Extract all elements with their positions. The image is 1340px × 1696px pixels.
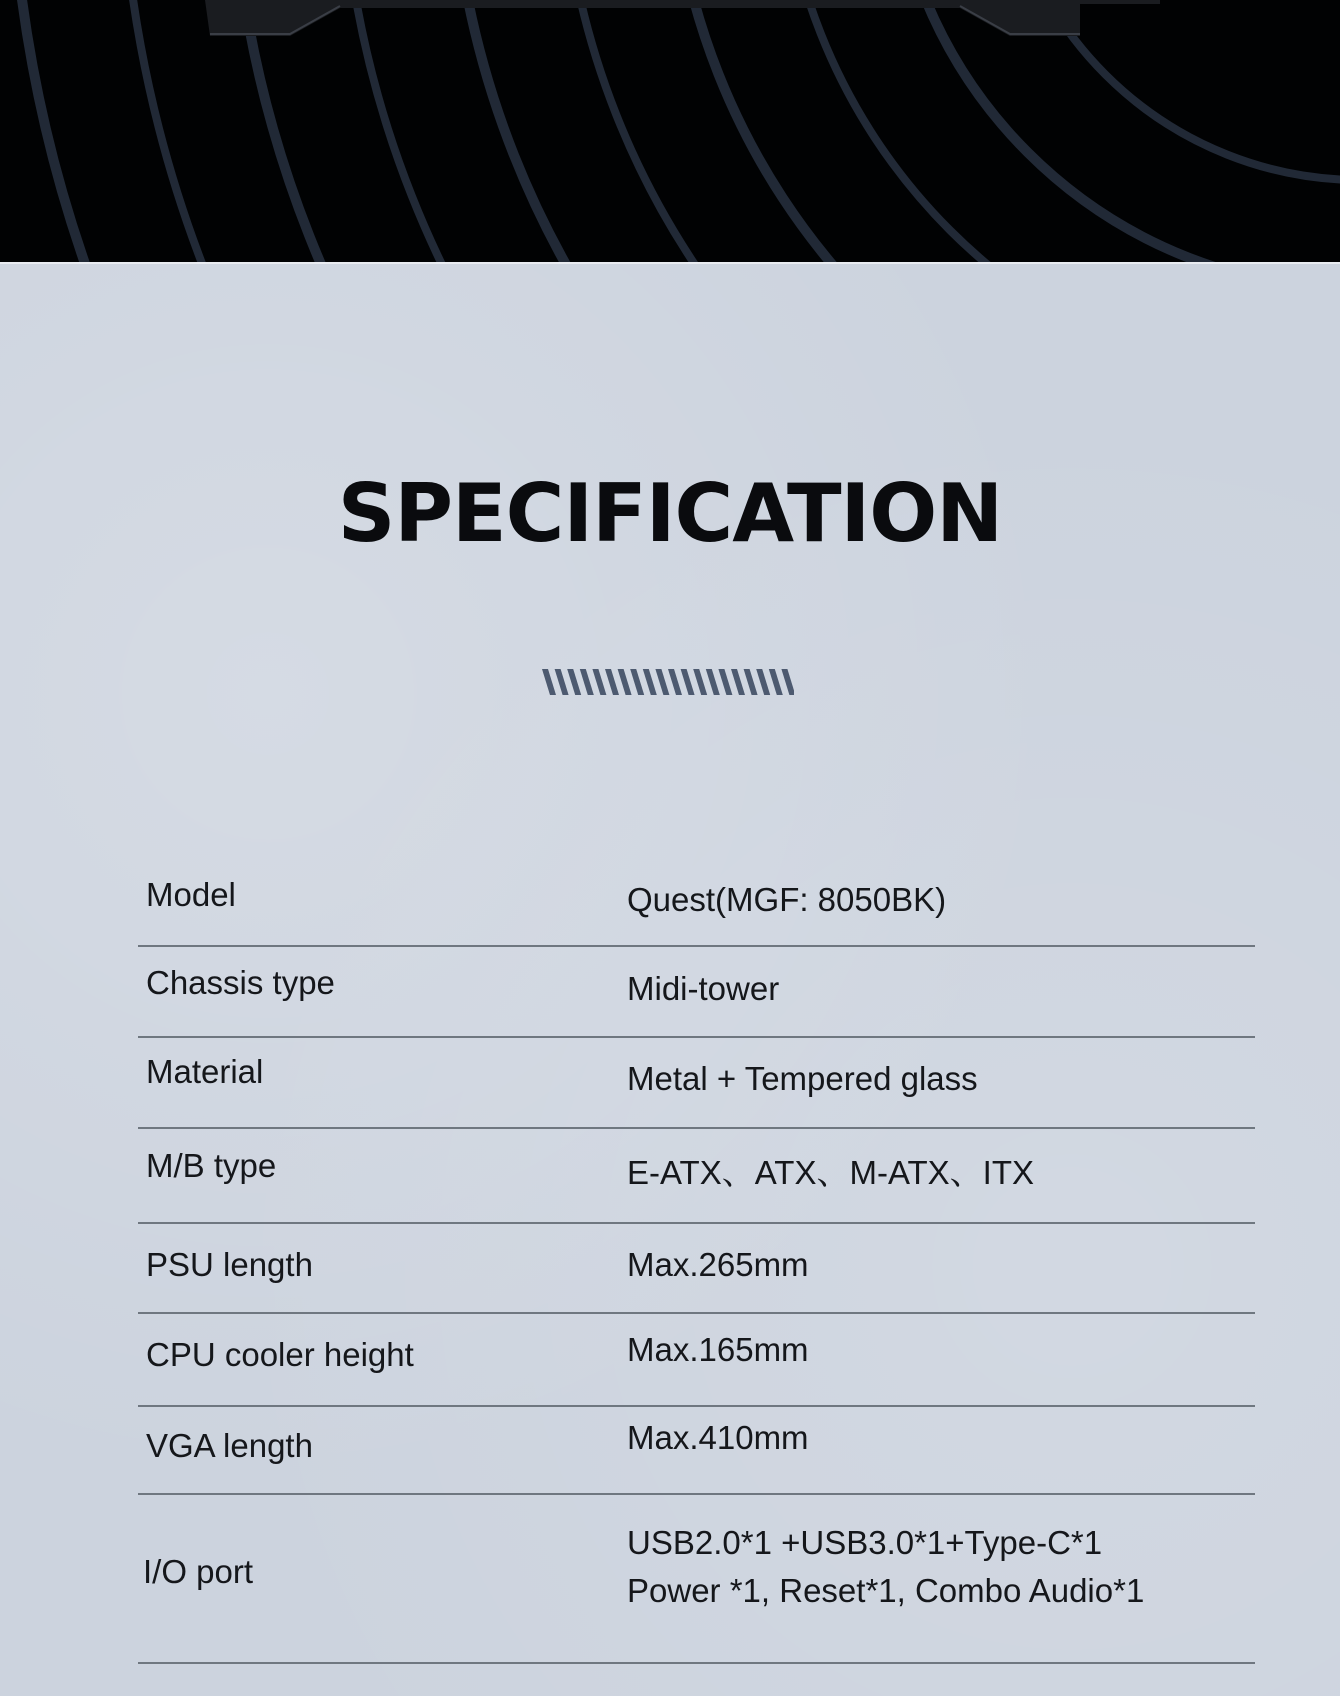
spec-value-line: Max.265mm xyxy=(627,1246,809,1283)
spec-value-line: Max.410mm xyxy=(627,1419,809,1456)
spec-row xyxy=(138,1495,1255,1664)
hero-arc-artwork xyxy=(0,0,1340,262)
spec-label: Chassis type xyxy=(146,964,335,1001)
hero-banner xyxy=(0,0,1340,262)
spec-label: M/B type xyxy=(146,1147,277,1184)
spec-label: I/O port xyxy=(143,1553,254,1590)
spec-label: VGA length xyxy=(146,1427,313,1464)
spec-table xyxy=(138,854,1255,1664)
spec-value xyxy=(627,876,946,924)
spec-row xyxy=(138,947,1255,1038)
page-title: SPECIFICATION xyxy=(337,467,1003,560)
spec-value xyxy=(627,965,779,1013)
spec-value xyxy=(627,1519,1144,1615)
spec-value xyxy=(627,1241,809,1289)
spec-value-line: USB2.0*1 +USB3.0*1+Type-C*1 xyxy=(627,1524,1103,1561)
spec-row xyxy=(138,1407,1255,1495)
spec-label: PSU length xyxy=(146,1246,313,1283)
spec-value xyxy=(627,1055,978,1103)
spec-label: Model xyxy=(146,876,236,913)
spec-value xyxy=(627,1414,809,1462)
spec-value-line: Power *1, Reset*1, Combo Audio*1 xyxy=(627,1572,1145,1609)
spec-label: CPU cooler height xyxy=(146,1336,414,1373)
spec-row xyxy=(138,1314,1255,1407)
spec-row xyxy=(138,1038,1255,1129)
specification-panel xyxy=(0,264,1340,1696)
spec-row xyxy=(138,1224,1255,1314)
spec-row xyxy=(138,854,1255,947)
decorative-stripes xyxy=(542,669,794,695)
spec-value xyxy=(627,1149,1034,1197)
spec-value-line: Quest(MGF: 8050BK) xyxy=(627,881,947,918)
spec-value-line: Max.165mm xyxy=(627,1331,809,1368)
spec-value xyxy=(627,1326,809,1374)
spec-value-line: E-ATX、ATX、M-ATX、ITX xyxy=(627,1154,1035,1191)
spec-row xyxy=(138,1129,1255,1224)
spec-label: Material xyxy=(146,1053,264,1090)
spec-value-line: Midi-tower xyxy=(627,970,780,1007)
spec-value-line: Metal + Tempered glass xyxy=(627,1060,978,1097)
